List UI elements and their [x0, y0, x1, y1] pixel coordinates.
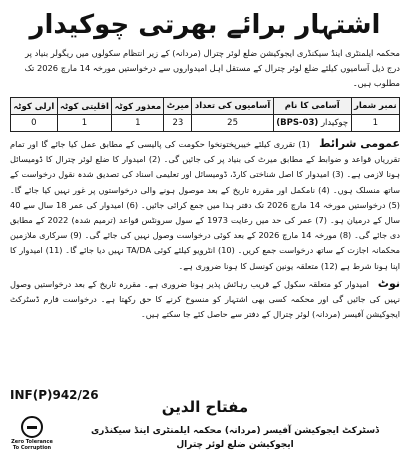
col-other-quota: ارلی کوٹہ — [11, 98, 58, 115]
col-disabled-quota: معذور کوٹہ — [112, 98, 164, 115]
cell-other-quota: 0 — [11, 115, 58, 132]
note-section — [10, 276, 400, 323]
col-merit: میرٹ — [164, 98, 192, 115]
cell-post-count: 25 — [192, 115, 273, 132]
zero-tolerance-logo — [8, 416, 56, 451]
note-text: امیدوار کو متعلقہ سکول کے قریب رہائش پذیر ہونا ضروری ہے۔ مقررہ تاریخ کے بعد درخواستیں وصول نہیں کی جائیں گی اور محکمہ کسی بھی اشتہار کو منسوخ کرنے کا حق رکھتا ہے۔ درخواست فارم ڈسٹرکٹ ایجوکیشن آفیسر (مردانہ) لوئر چترال کے دفتر سے حاصل کئے جا سکتے ہیں۔ — [10, 278, 400, 320]
cell-merit: 23 — [164, 115, 192, 132]
general-conditions — [10, 136, 400, 274]
page-title: اشتہار برائے بھرتی چوکیدار — [29, 10, 381, 40]
reference-number: INF(P)942/26 — [10, 388, 99, 402]
post-scale: (BPS-03) — [276, 118, 319, 128]
col-post-count: آسامیوں کی تعداد — [192, 98, 273, 115]
cell-disabled-quota: 1 — [112, 115, 164, 132]
col-minority-quota: اقلیتی کوٹہ — [57, 98, 112, 115]
conditions-text: (1) تقرری کیلئے خیبرپختونخوا حکومت کی پالیسی کے مطابق عمل کیا جائے گا اور تمام تقرریاں قواعد و ضوابط کے مطابق میرٹ کی بنیاد پر کی جائیں گی۔ (2) امیدوار کا ضلع لوئر چترال کا ڈومیسائل ہونا لازمی ہے۔ (3) امیدوار کا اصل شناختی کارڈ، ڈومیسائل اور تعلیمی اسناد کی تصدیق شدہ نقول درخواست کے ساتھ منسلک ہوں۔ (4) نامکمل اور مقررہ تاریخ کے بعد موصول ہونے والی درخواستوں پر غور نہیں کیا جائے گا۔ (5) درخواستیں مورخہ 14 مارچ 2026 تک دفتر ہذا میں جمع کرائی جائیں۔ (6) امیدوار کی عمر 18 سال سے 40 سال کے درمیان ہو۔ (7) عمر کی حد میں رعایت 1973 کے سول سرونٹس قواعد (ترمیم شدہ) 2022 کے مطابق دی جائے گی۔ (8) مورخہ 14 مارچ 2026 کے بعد کوئی درخواست وصول نہیں کی جائے گی۔ (9) سرکاری ملازمین محکمانہ اجازت کے ساتھ درخواست جمع کریں۔ (10) انٹرویو کیلئے کوئی TA/DA نہیں دیا جائے گا۔ (11) امیدوار کا اپنا ہونا شرط ہے (12) متعلقہ یونین کونسل کا ہونا ضروری ہے۔ — [10, 139, 401, 271]
posts-table — [10, 97, 400, 132]
logo-caption: Zero Tolerance To Corruption — [11, 439, 53, 451]
post-name: چوکیدار — [320, 118, 349, 128]
table-header-row — [11, 98, 400, 115]
signatory-designation: ڈسٹرکٹ ایجوکیشن آفیسر (مردانہ) محکمہ ایلمنٹری اینڈ سیکنڈری ایجوکیشن ضلع لوئر چترال — [90, 426, 380, 450]
intro-paragraph: محکمہ ایلمنٹری اینڈ سیکنڈری ایجوکیشن ضلع لوئر چترال (مردانہ) کے زیر انتظام سکولوں میں ریگولر بنیاد پر درج ذیل آسامیوں کیلئے ضلع لوئر چترال کے مستقل اہل امیدواروں سے درخواستیں مورخہ 14 مارچ 2026 تک مطلوب ہیں۔ — [24, 48, 400, 88]
conditions-heading: عمومی شرائط — [319, 137, 400, 150]
cell-serial: 1 — [351, 115, 399, 132]
signatory-name: مفتاح الدین — [161, 398, 249, 416]
cell-post-name — [273, 115, 351, 132]
zero-tolerance-icon — [21, 416, 43, 438]
col-serial: نمبر شمار — [351, 98, 399, 115]
note-heading: نوٹ — [377, 276, 400, 290]
table-row — [11, 115, 400, 132]
cell-minority-quota: 1 — [57, 115, 112, 132]
col-post-name: آسامی کا نام — [273, 98, 351, 115]
